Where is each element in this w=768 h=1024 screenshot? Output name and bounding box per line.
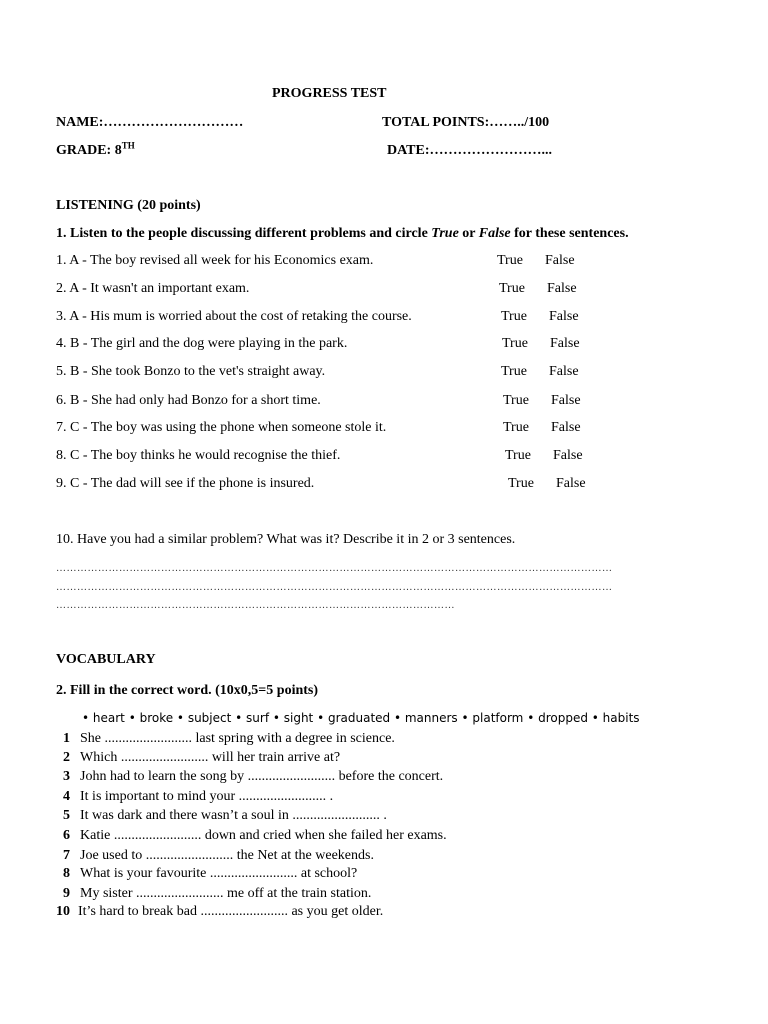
instruction-text: 1. Listen to the people discussing different problems and circle	[56, 226, 432, 241]
false-option[interactable]: False	[550, 336, 580, 351]
vocab-number: 6	[63, 828, 70, 843]
listening-statement: 8. C - The boy thinks he would recognise the thief.	[56, 448, 341, 463]
listening-statement: 6. B - She had only had Bonzo for a short time.	[56, 393, 321, 408]
question-10: 10. Have you had a similar problem? What was it? Describe it in 2 or 3 sentences.	[56, 532, 516, 547]
vocab-sentence[interactable]: It was dark and there wasn’t a soul in ......................... .	[80, 808, 387, 823]
vocab-number: 5	[63, 808, 70, 823]
answer-line-2[interactable]: ……………………………………………………………………………………………………………………………………………	[56, 582, 613, 593]
true-option[interactable]: True	[501, 309, 527, 324]
false-option[interactable]: False	[549, 364, 579, 379]
true-option[interactable]: True	[499, 281, 525, 296]
instruction-false: False	[478, 226, 511, 241]
vocab-sentence[interactable]: John had to learn the song by ......................... before the concert.	[80, 769, 444, 784]
name-field: NAME:…………………………	[56, 115, 244, 130]
true-option[interactable]: True	[501, 364, 527, 379]
listening-statement: 4. B - The girl and the dog were playing in the park.	[56, 336, 348, 351]
vocab-sentence[interactable]: She ......................... last spring with a degree in science.	[80, 731, 395, 746]
vocab-number: 4	[63, 789, 70, 804]
listening-statement: 5. B - She took Bonzo to the vet's straight away.	[56, 364, 326, 379]
true-option[interactable]: True	[503, 393, 529, 408]
listening-heading: LISTENING (20 points)	[56, 198, 201, 213]
vocab-number: 7	[63, 848, 70, 863]
vocab-sentence[interactable]: Joe used to ......................... the Net at the weekends.	[80, 848, 374, 863]
grade-field	[56, 140, 135, 159]
true-option[interactable]: True	[508, 476, 534, 491]
vocab-number: 3	[63, 769, 70, 784]
true-option[interactable]: True	[502, 336, 528, 351]
word-bank: • heart • broke • subject • surf • sight • graduated • manners • platform • dropped • habits	[82, 711, 640, 725]
date-field: DATE:……………………...	[387, 143, 553, 158]
false-option[interactable]: False	[549, 309, 579, 324]
true-option[interactable]: True	[505, 448, 531, 463]
grade-label: GRADE: 8	[56, 143, 122, 158]
instruction-or: or	[458, 226, 479, 241]
listening-instruction	[56, 226, 629, 242]
vocabulary-instruction: 2. Fill in the correct word. (10x0,5=5 points)	[56, 683, 319, 698]
vocab-number: 10	[56, 904, 70, 919]
vocab-sentence[interactable]: My sister ......................... me off at the train station.	[80, 886, 372, 901]
vocab-sentence[interactable]: Which ......................... will her train arrive at?	[80, 750, 341, 765]
false-option[interactable]: False	[551, 420, 581, 435]
vocab-number: 2	[63, 750, 70, 765]
false-option[interactable]: False	[556, 476, 586, 491]
grade-superscript: TH	[121, 140, 135, 151]
instruction-true: True	[431, 226, 459, 241]
listening-statement: 1. A - The boy revised all week for his Economics exam.	[56, 253, 374, 268]
answer-line-3[interactable]: ……………………………………………………………………………………………………	[56, 600, 455, 611]
page-title: PROGRESS TEST	[272, 86, 387, 101]
vocab-number: 1	[63, 731, 70, 746]
vocabulary-heading: VOCABULARY	[56, 652, 156, 667]
vocab-sentence[interactable]: What is your favourite ......................... at school?	[80, 866, 358, 881]
true-option[interactable]: True	[497, 253, 523, 268]
vocab-number: 8	[63, 866, 70, 881]
instruction-suffix: for these sentences.	[510, 226, 629, 241]
total-points-field: TOTAL POINTS:……../100	[382, 115, 550, 130]
answer-line-1[interactable]: ……………………………………………………………………………………………………………………………………………	[56, 563, 613, 574]
listening-statement: 3. A - His mum is worried about the cost of retaking the course.	[56, 309, 412, 324]
true-option[interactable]: True	[503, 420, 529, 435]
listening-statement: 7. C - The boy was using the phone when someone stole it.	[56, 420, 387, 435]
false-option[interactable]: False	[547, 281, 577, 296]
listening-statement: 2. A - It wasn't an important exam.	[56, 281, 250, 296]
vocab-sentence[interactable]: It’s hard to break bad ......................... as you get older.	[78, 904, 384, 919]
false-option[interactable]: False	[545, 253, 575, 268]
listening-statement: 9. C - The dad will see if the phone is insured.	[56, 476, 315, 491]
vocab-sentence[interactable]: It is important to mind your ......................... .	[80, 789, 334, 804]
false-option[interactable]: False	[551, 393, 581, 408]
false-option[interactable]: False	[553, 448, 583, 463]
vocab-sentence[interactable]: Katie ......................... down and cried when she failed her exams.	[80, 828, 447, 843]
vocab-number: 9	[63, 886, 70, 901]
